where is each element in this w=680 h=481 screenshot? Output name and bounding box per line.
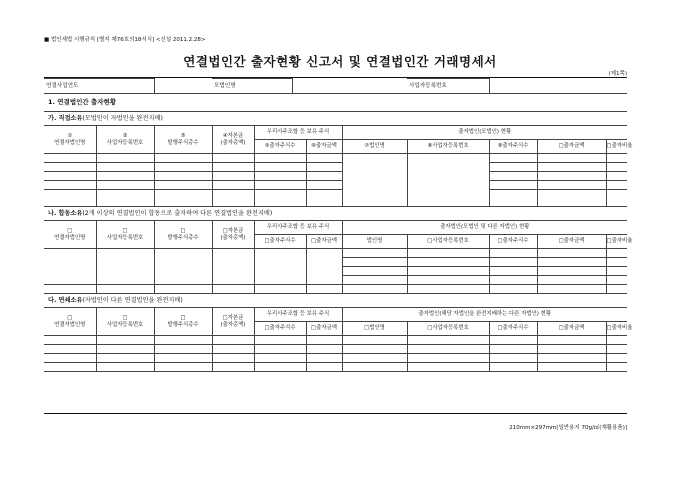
col-investor-ratio: □출자비율 <box>606 322 627 336</box>
section-1-title: 1. 연결법인간 출자현황 <box>44 94 627 112</box>
group-esop: 우리사주조합 등 보유 주식 <box>254 126 342 140</box>
page-title: 연결법인간 출자현황 신고서 및 연결법인간 거래명세서 <box>183 54 497 69</box>
col-esop-shares: □출자주식수 <box>254 322 306 336</box>
sub-a-title: 가. 직접소유(모법인이 자법인을 완전지배) <box>44 112 627 126</box>
col-subsidiary-name: □ 연결자법인명 <box>44 308 96 336</box>
col-esop-amount: □출자금액 <box>306 235 342 249</box>
col-investor-amount: □출자금액 <box>537 235 606 249</box>
col-subsidiary-name: ① 연결자법인명 <box>44 126 96 154</box>
col-capital: ④자본금 (출자총액) <box>212 126 254 154</box>
investor-name-cell[interactable] <box>342 154 407 207</box>
col-biz-no: ② 사업자등록번호 <box>96 126 154 154</box>
col-biz-no: □ 사업자등록번호 <box>96 221 154 249</box>
col-esop-amount: □출자금액 <box>306 322 342 336</box>
col-subsidiary-name: □ 연결자법인명 <box>44 221 96 249</box>
col-investor-name: 법인명 <box>342 235 407 249</box>
info-row <box>44 79 627 94</box>
col-biz-no: □ 사업자등록번호 <box>96 308 154 336</box>
sub-a-header-row <box>44 126 627 140</box>
col-investor-biz-no: □사업자등록번호 <box>407 322 489 336</box>
biz-no-input[interactable] <box>489 79 627 94</box>
corp-name-input[interactable] <box>292 79 407 94</box>
page-number: (제1쪽) <box>608 71 627 77</box>
col-capital: □자본금 (출자총액) <box>212 221 254 249</box>
group-investor: 출자법인(모법인) 현황 <box>342 126 627 140</box>
col-esop-amount: ⑥출자금액 <box>306 140 342 154</box>
col-issued-shares: ③ 발행주식총수 <box>154 126 212 154</box>
year-input[interactable] <box>154 79 212 94</box>
group-esop: 우리사주조합 등 보유 주식 <box>254 221 342 235</box>
group-investor: 출자법인(모법인 및 다른 자법인) 현황 <box>342 221 627 235</box>
sub-c-title: 다. 연쇄소유(자법인이 다른 연결법인을 완전지배) <box>44 294 627 308</box>
sub-b-title: 나. 합동소유(2개 이상의 연결법인이 합동으로 출자하여 다른 연결법인을 완전지배) <box>44 207 627 221</box>
group-esop: 우리사주조합 등 보유 주식 <box>254 308 342 322</box>
investor-biz-cell[interactable] <box>407 154 489 207</box>
col-investor-shares: ⑨출자주식수 <box>489 140 537 154</box>
col-investor-ratio: □출자비율 <box>606 235 627 249</box>
form-table <box>44 78 633 372</box>
col-investor-amount: □출자금액 <box>537 322 606 336</box>
col-esop-shares: ⑤출자주식수 <box>254 140 306 154</box>
biz-no-label: 사업자등록번호 <box>407 79 489 94</box>
col-issued-shares: □ 발행주식총수 <box>154 308 212 336</box>
col-investor-shares: □출자주식수 <box>489 322 537 336</box>
col-capital: □자본금 (출자총액) <box>212 308 254 336</box>
col-investor-shares: □출자주식수 <box>489 235 537 249</box>
col-investor-biz-no: □사업자등록번호 <box>407 235 489 249</box>
col-issued-shares: □ 발행주식총수 <box>154 221 212 249</box>
col-investor-name: □법인명 <box>342 322 407 336</box>
group-investor: 출자법인(해당 자법인을 완전지배하는 다른 자법인) 현황 <box>342 308 627 322</box>
col-investor-amount: □출자금액 <box>537 140 606 154</box>
col-investor-biz-no: ⑧사업자등록번호 <box>407 140 489 154</box>
form-header-line: ■ 법인세법 시행규칙 [별지 제76호의18서식] <신설 2011.2.28> <box>44 37 206 43</box>
corp-name-label: 모법인명 <box>212 79 292 94</box>
year-label: 연결사업연도 <box>44 79 154 94</box>
col-investor-name: ⑦법인명 <box>342 140 407 154</box>
report-form <box>44 77 633 414</box>
col-esop-shares: □출자주식수 <box>254 235 306 249</box>
paper-spec-footer: 210mm×297mm[일반용지 70g/㎡(재활용품)] <box>509 425 627 431</box>
col-investor-ratio: □출자비율 <box>606 140 627 154</box>
